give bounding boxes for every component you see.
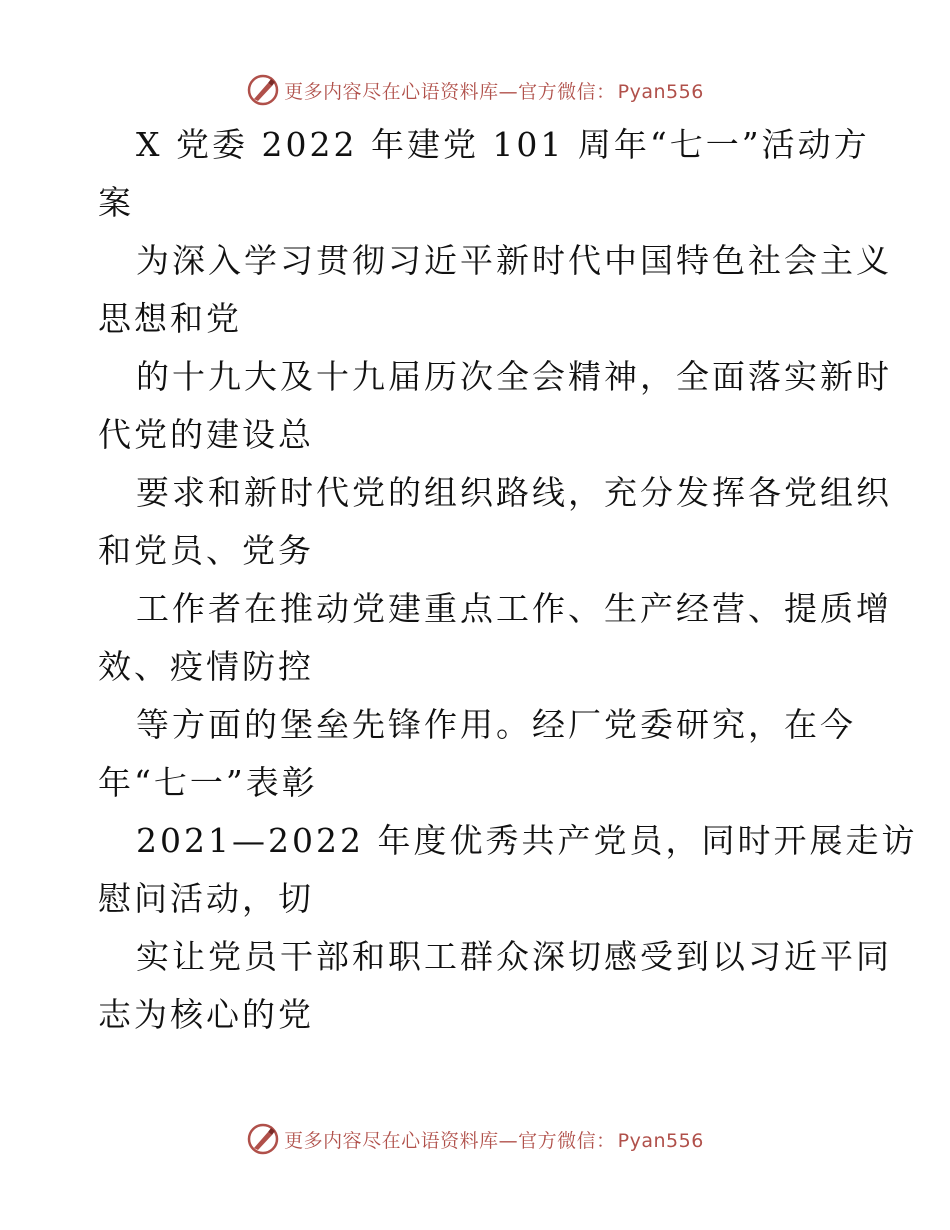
doc-line: 效、疫情防控 [98, 647, 314, 686]
doc-line: 和党员、党务 [98, 531, 314, 570]
doc-line: 的十九大及十九届历次全会精神，全面落实新时 [136, 357, 892, 396]
footer-banner [0, 1119, 950, 1159]
doc-line: 代党的建设总 [98, 415, 314, 454]
doc-line: 志为核心的党 [98, 995, 314, 1034]
header-banner [0, 70, 950, 110]
doc-line: 思想和党 [98, 299, 242, 338]
doc-line: 实让党员干部和职工群众深切感受到以习近平同 [136, 937, 892, 976]
doc-line: 为深入学习贯彻习近平新时代中国特色社会主义 [136, 241, 892, 280]
doc-line: 等方面的堡垒先锋作用。经厂党委研究，在今 [136, 705, 856, 744]
doc-line: 要求和新时代党的组织路线，充分发挥各党组织 [136, 473, 892, 512]
wechat-id: Pyan556 [617, 80, 704, 103]
doc-line: 慰问活动，切 [98, 879, 314, 918]
pen-logo-icon [246, 1122, 280, 1156]
banner-label: 更多内容尽在心语资料库—官方微信： [284, 80, 616, 103]
banner-text [284, 1126, 704, 1153]
banner-label: 更多内容尽在心语资料库—官方微信： [284, 1129, 616, 1152]
banner-text [284, 77, 704, 104]
doc-line: 年“七一”表彰 [98, 763, 318, 802]
wechat-id: Pyan556 [617, 1129, 704, 1152]
document-body [98, 116, 918, 1044]
doc-line: X 党委 2022 年建党 101 周年“七一”活动方 [136, 125, 870, 164]
pen-logo-icon [246, 73, 280, 107]
doc-line: 工作者在推动党建重点工作、生产经营、提质增 [136, 589, 892, 628]
doc-line: 2021—2022 年度优秀共产党员，同时开展走访 [136, 821, 918, 860]
doc-line: 案 [98, 183, 134, 222]
